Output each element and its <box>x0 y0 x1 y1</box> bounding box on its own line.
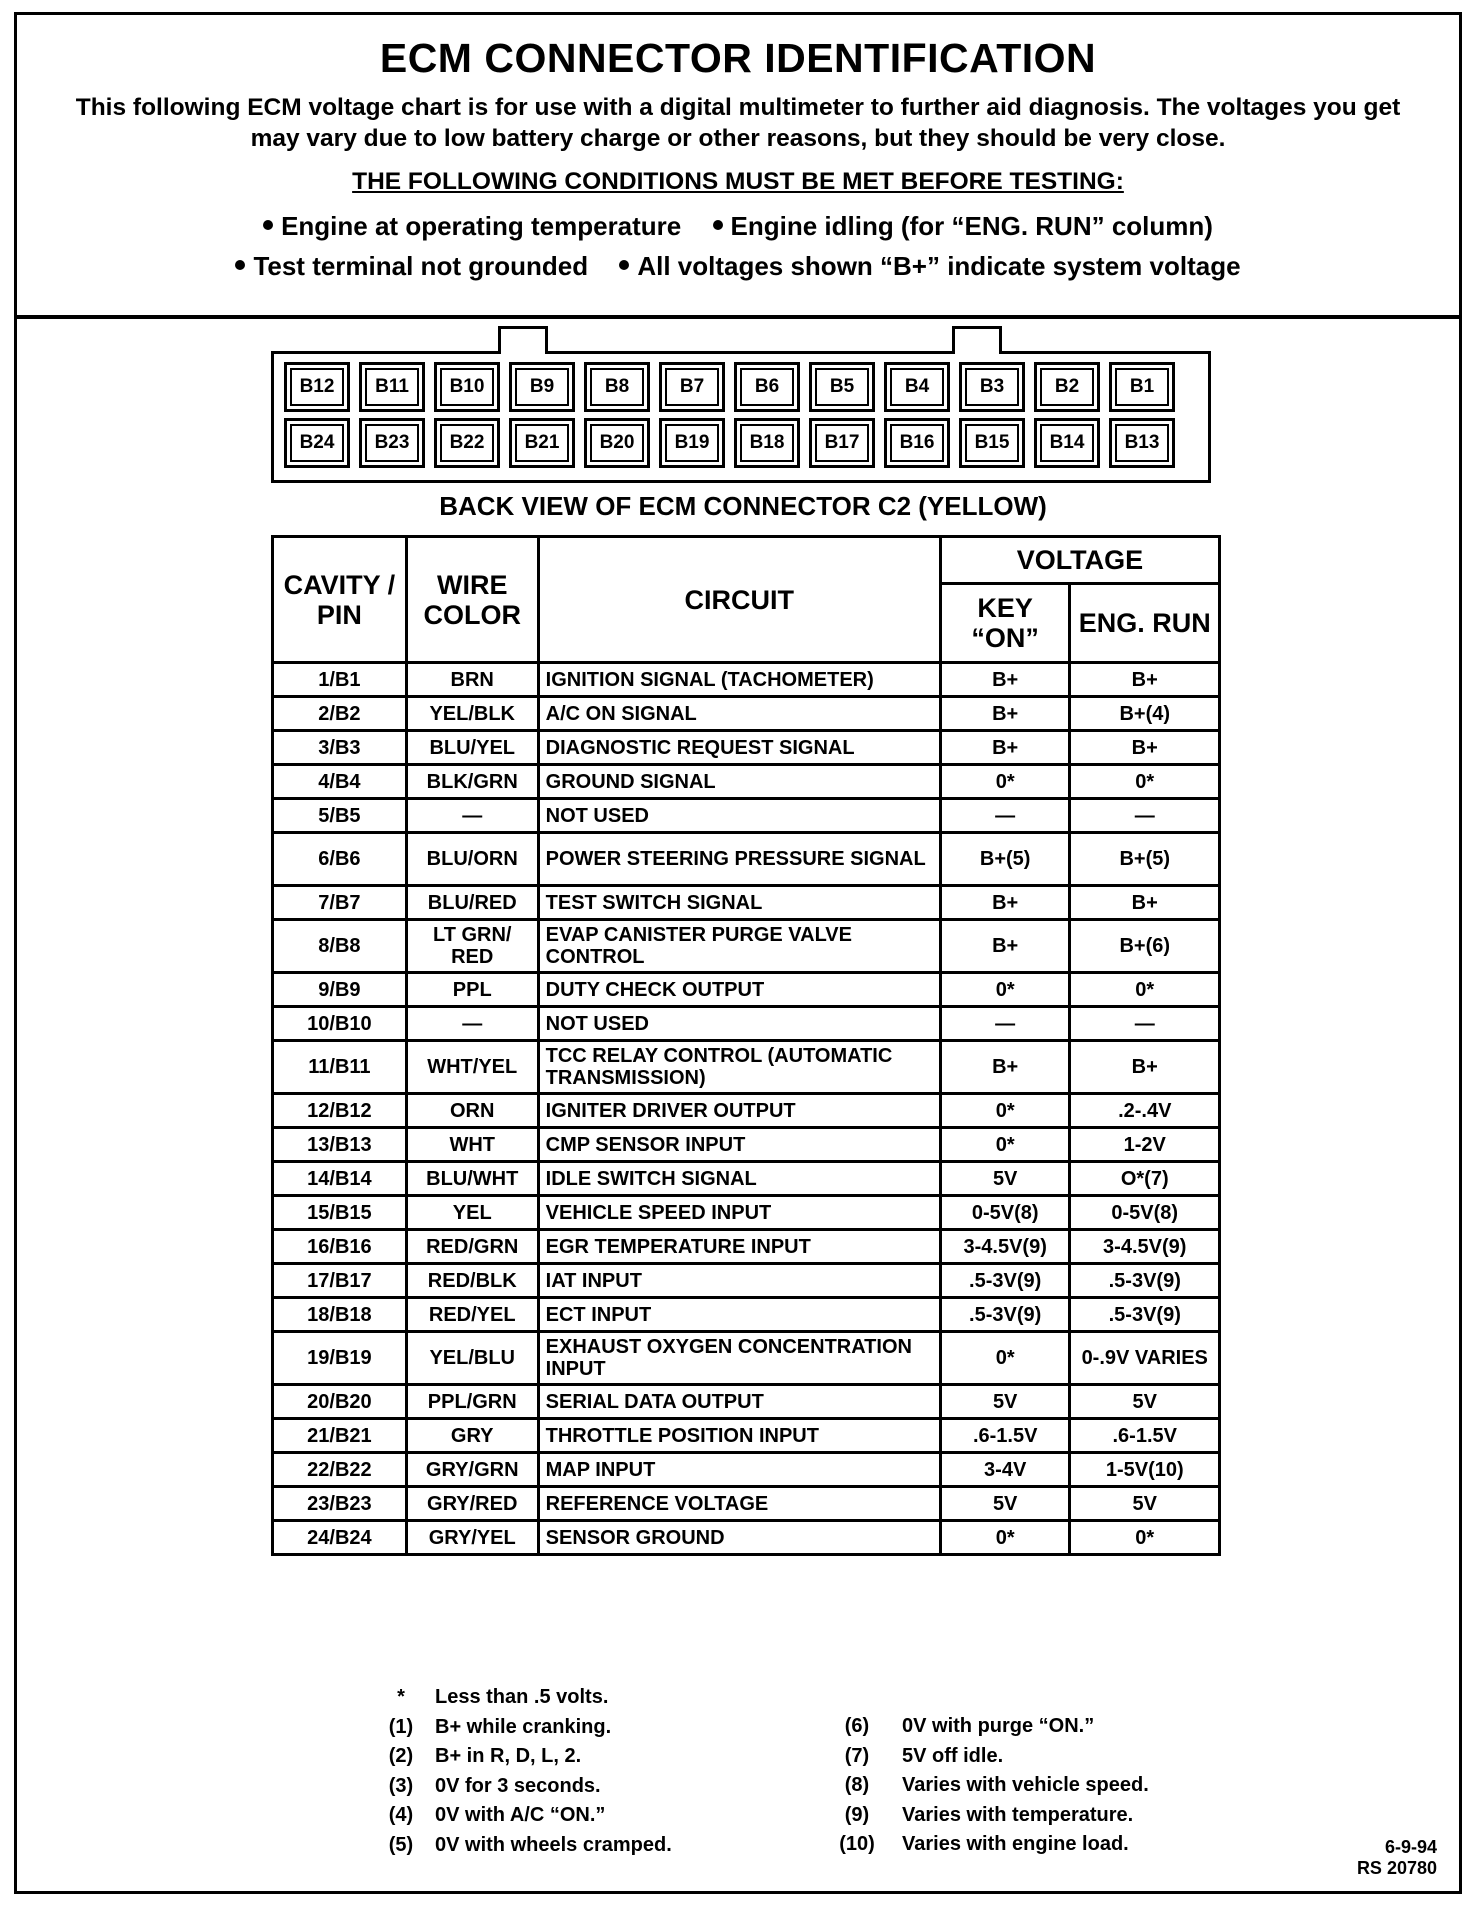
wire-color-cell: RED/GRN <box>406 1230 538 1264</box>
wire-color-cell: PPL/GRN <box>406 1385 538 1419</box>
circuit-cell: GROUND SIGNAL <box>538 765 940 799</box>
footnote-text: B+ while cranking. <box>435 1715 612 1738</box>
circuit-cell: IGNITION SIGNAL (TACHOMETER) <box>538 663 940 697</box>
key-on-cell: 0* <box>940 1332 1070 1385</box>
connector-pin: B7 <box>659 362 725 412</box>
connector-pin: B19 <box>659 418 725 468</box>
table-row <box>273 1487 1220 1521</box>
wire-color-cell: — <box>406 799 538 833</box>
eng-run-cell: 0-5V(8) <box>1070 1196 1220 1230</box>
key-on-cell: 0* <box>940 1094 1070 1128</box>
footnote-mark: (6) <box>844 1715 870 1737</box>
eng-run-cell: B+ <box>1070 886 1220 920</box>
footnote-text: Varies with vehicle speed. <box>902 1774 1149 1796</box>
condition-item: All voltages shown “B+” indicate system voltage <box>619 246 1240 286</box>
wire-color-cell: RED/YEL <box>406 1298 538 1332</box>
connector-pin: B3 <box>959 362 1025 412</box>
header-cavity: CAVITY / PIN <box>273 537 407 663</box>
eng-run-cell: — <box>1070 1007 1220 1041</box>
circuit-cell: IGNITER DRIVER OUTPUT <box>538 1094 940 1128</box>
document-id <box>1357 1837 1437 1879</box>
connector-key-tab <box>498 326 548 354</box>
cavity-cell: 4/B4 <box>273 765 407 799</box>
footnote <box>367 1772 672 1802</box>
footnote-text: Varies with engine load. <box>902 1833 1129 1855</box>
cavity-cell: 17/B17 <box>273 1264 407 1298</box>
connector-key-tab <box>952 326 1002 354</box>
circuit-cell: NOT USED <box>538 799 940 833</box>
circuit-cell: IDLE SWITCH SIGNAL <box>538 1162 940 1196</box>
connector-pin: B6 <box>734 362 800 412</box>
eng-run-cell: .5-3V(9) <box>1070 1264 1220 1298</box>
eng-run-cell: 1-2V <box>1070 1128 1220 1162</box>
wire-color-cell: — <box>406 1007 538 1041</box>
doc-date: 6-9-94 <box>1384 1837 1437 1857</box>
eng-run-cell: B+ <box>1070 1041 1220 1094</box>
table-row <box>273 1385 1220 1419</box>
footnote-text: 5V off idle. <box>902 1744 1004 1767</box>
footnote-text: 0V with A/C “ON.” <box>435 1804 606 1826</box>
eng-run-cell: B+(5) <box>1070 833 1220 886</box>
doc-code: RS 20780 <box>1356 1858 1437 1878</box>
table-row <box>273 697 1220 731</box>
connector-pin: B18 <box>734 418 800 468</box>
header-section <box>17 15 1459 319</box>
connector-pin: B9 <box>509 362 575 412</box>
key-on-cell: B+(5) <box>940 833 1070 886</box>
connector-diagram <box>271 351 1211 483</box>
connector-pin: B16 <box>884 418 950 468</box>
footnote-text: 0V with purge “ON.” <box>902 1715 1095 1737</box>
eng-run-cell: 0* <box>1070 765 1220 799</box>
table-row <box>273 920 1220 973</box>
table-row <box>273 1298 1220 1332</box>
pinout-table <box>271 535 1221 1556</box>
circuit-cell: ECT INPUT <box>538 1298 940 1332</box>
connector-pin: B1 <box>1109 362 1175 412</box>
table-row <box>273 1007 1220 1041</box>
cavity-cell: 19/B19 <box>273 1332 407 1385</box>
bullet-icon <box>619 260 629 270</box>
footnote <box>812 1742 1149 1772</box>
circuit-cell: DIAGNOSTIC REQUEST SIGNAL <box>538 731 940 765</box>
eng-run-cell: 0* <box>1070 973 1220 1007</box>
footnote-text: B+ in R, D, L, 2. <box>435 1745 582 1767</box>
footnotes-left <box>367 1683 672 1860</box>
connector-pin: B17 <box>809 418 875 468</box>
key-on-cell: B+ <box>940 663 1070 697</box>
key-on-cell: 5V <box>940 1487 1070 1521</box>
cavity-cell: 16/B16 <box>273 1230 407 1264</box>
table-row <box>273 1162 1220 1196</box>
table-row <box>273 1521 1220 1555</box>
connector-pin: B4 <box>884 362 950 412</box>
table-row <box>273 886 1220 920</box>
footnote-text: Less than .5 volts. <box>435 1686 609 1708</box>
conditions-heading: THE FOLLOWING CONDITIONS MUST BE MET BEFORE TESTING: <box>352 168 1124 195</box>
wire-color-cell: BLU/YEL <box>406 731 538 765</box>
key-on-cell: .5-3V(9) <box>940 1264 1070 1298</box>
connector-pins <box>284 362 1175 468</box>
cavity-cell: 14/B14 <box>273 1162 407 1196</box>
wire-color-cell: GRY <box>406 1419 538 1453</box>
connector-pin: B21 <box>509 418 575 468</box>
key-on-cell: .5-3V(9) <box>940 1298 1070 1332</box>
table-row <box>273 1128 1220 1162</box>
key-on-cell: 0-5V(8) <box>940 1196 1070 1230</box>
wire-color-cell: YEL/BLU <box>406 1332 538 1385</box>
key-on-cell: B+ <box>940 1041 1070 1094</box>
cavity-cell: 12/B12 <box>273 1094 407 1128</box>
connector-pin: B24 <box>284 418 350 468</box>
footnote-mark: (5) <box>388 1833 414 1856</box>
circuit-cell: SERIAL DATA OUTPUT <box>538 1385 940 1419</box>
connector-pin: B11 <box>359 362 425 412</box>
eng-run-cell: B+(6) <box>1070 920 1220 973</box>
wire-color-cell: BLU/WHT <box>406 1162 538 1196</box>
footnote <box>367 1831 672 1861</box>
circuit-cell: CMP SENSOR INPUT <box>538 1128 940 1162</box>
table-row <box>273 833 1220 886</box>
connector-pin: B13 <box>1109 418 1175 468</box>
wire-color-cell: BLU/ORN <box>406 833 538 886</box>
connector-pin: B5 <box>809 362 875 412</box>
connector-caption: BACK VIEW OF ECM CONNECTOR C2 (YELLOW) <box>439 491 1047 521</box>
table-row <box>273 1264 1220 1298</box>
table-row <box>273 1041 1220 1094</box>
key-on-cell: B+ <box>940 731 1070 765</box>
wire-color-cell: GRY/GRN <box>406 1453 538 1487</box>
cavity-cell: 1/B1 <box>273 663 407 697</box>
circuit-cell: POWER STEERING PRESSURE SIGNAL <box>538 833 940 886</box>
footnote <box>367 1683 672 1713</box>
cavity-cell: 5/B5 <box>273 799 407 833</box>
table-row <box>273 1230 1220 1264</box>
wire-color-cell: RED/BLK <box>406 1264 538 1298</box>
cavity-cell: 13/B13 <box>273 1128 407 1162</box>
footnote <box>367 1742 672 1772</box>
connector-pin: B12 <box>284 362 350 412</box>
key-on-cell: 3-4V <box>940 1453 1070 1487</box>
circuit-cell: TCC RELAY CONTROL (AUTOMATIC TRANSMISSION) <box>538 1041 940 1094</box>
cavity-cell: 21/B21 <box>273 1419 407 1453</box>
key-on-cell: 3-4.5V(9) <box>940 1230 1070 1264</box>
circuit-cell: EVAP CANISTER PURGE VALVE CONTROL <box>538 920 940 973</box>
header-eng-run: ENG. RUN <box>1070 584 1220 663</box>
footnote-mark: (7) <box>844 1744 870 1767</box>
cavity-cell: 18/B18 <box>273 1298 407 1332</box>
condition-item: Engine idling (for “ENG. RUN” column) <box>713 206 1213 246</box>
eng-run-cell: B+ <box>1070 663 1220 697</box>
eng-run-cell: .6-1.5V <box>1070 1419 1220 1453</box>
eng-run-cell: 5V <box>1070 1385 1220 1419</box>
table-row <box>273 1196 1220 1230</box>
footnote-text: 0V for 3 seconds. <box>435 1774 601 1797</box>
key-on-cell: 0* <box>940 765 1070 799</box>
key-on-cell: 0* <box>940 973 1070 1007</box>
header-voltage: VOLTAGE <box>940 537 1219 584</box>
cavity-cell: 15/B15 <box>273 1196 407 1230</box>
footnote <box>812 1712 1149 1742</box>
cavity-cell: 9/B9 <box>273 973 407 1007</box>
table-row <box>273 765 1220 799</box>
key-on-cell: B+ <box>940 697 1070 731</box>
footnote <box>367 1801 672 1831</box>
footnote <box>812 1771 1149 1801</box>
circuit-cell: THROTTLE POSITION INPUT <box>538 1419 940 1453</box>
connector-pin: B2 <box>1034 362 1100 412</box>
circuit-cell: EXHAUST OXYGEN CONCENTRATION INPUT <box>538 1332 940 1385</box>
header-key-on: KEY “ON” <box>940 584 1070 663</box>
conditions-list <box>17 206 1459 286</box>
footnote-mark: (3) <box>388 1774 414 1797</box>
footnote-mark: (9) <box>844 1803 870 1826</box>
cavity-cell: 2/B2 <box>273 697 407 731</box>
cavity-cell: 23/B23 <box>273 1487 407 1521</box>
footnotes-right <box>812 1712 1149 1860</box>
eng-run-cell: 5V <box>1070 1487 1220 1521</box>
wire-color-cell: BRN <box>406 663 538 697</box>
key-on-cell: 0* <box>940 1521 1070 1555</box>
connector-pin: B14 <box>1034 418 1100 468</box>
footnote <box>812 1830 1149 1860</box>
connector-pin: B8 <box>584 362 650 412</box>
connector-pin: B22 <box>434 418 500 468</box>
key-on-cell: 5V <box>940 1385 1070 1419</box>
wire-color-cell: BLU/RED <box>406 886 538 920</box>
circuit-cell: MAP INPUT <box>538 1453 940 1487</box>
table-row <box>273 973 1220 1007</box>
wire-color-cell: GRY/RED <box>406 1487 538 1521</box>
eng-run-cell: 3-4.5V(9) <box>1070 1230 1220 1264</box>
eng-run-cell: 1-5V(10) <box>1070 1453 1220 1487</box>
eng-run-cell: .5-3V(9) <box>1070 1298 1220 1332</box>
connector-pin: B10 <box>434 362 500 412</box>
circuit-cell: REFERENCE VOLTAGE <box>538 1487 940 1521</box>
condition-item: Test terminal not grounded <box>235 246 588 286</box>
circuit-cell: VEHICLE SPEED INPUT <box>538 1196 940 1230</box>
connector-pin: B20 <box>584 418 650 468</box>
key-on-cell: — <box>940 1007 1070 1041</box>
eng-run-cell: B+(4) <box>1070 697 1220 731</box>
footnote-text: 0V with wheels cramped. <box>435 1833 672 1856</box>
circuit-cell: EGR TEMPERATURE INPUT <box>538 1230 940 1264</box>
wire-color-cell: WHT/YEL <box>406 1041 538 1094</box>
footnote-mark: * <box>397 1686 405 1708</box>
eng-run-cell: — <box>1070 799 1220 833</box>
eng-run-cell: 0* <box>1070 1521 1220 1555</box>
key-on-cell: 0* <box>940 1128 1070 1162</box>
header-wire-color: WIRE COLOR <box>406 537 538 663</box>
table-row <box>273 1332 1220 1385</box>
circuit-cell: IAT INPUT <box>538 1264 940 1298</box>
intro-text: This following ECM voltage chart is for use with a digital multimeter to further aid diagnosis. The voltages you get may vary due to low battery charge or other reasons, but they should be very close. <box>75 94 1401 152</box>
eng-run-cell: O*(7) <box>1070 1162 1220 1196</box>
eng-run-cell: .2-.4V <box>1070 1094 1220 1128</box>
page-title: ECM CONNECTOR IDENTIFICATION <box>379 35 1097 81</box>
circuit-cell: A/C ON SIGNAL <box>538 697 940 731</box>
table-row <box>273 1094 1220 1128</box>
footnote-text: Varies with temperature. <box>902 1803 1134 1826</box>
key-on-cell: B+ <box>940 920 1070 973</box>
bullet-icon <box>713 220 723 230</box>
table-row <box>273 799 1220 833</box>
wire-color-cell: YEL/BLK <box>406 697 538 731</box>
pinout-rows <box>273 663 1220 1555</box>
cavity-cell: 6/B6 <box>273 833 407 886</box>
table-row <box>273 1419 1220 1453</box>
wire-color-cell: LT GRN/ RED <box>406 920 538 973</box>
cavity-cell: 11/B11 <box>273 1041 407 1094</box>
cavity-cell: 3/B3 <box>273 731 407 765</box>
condition-item: Engine at operating temperature <box>263 206 681 246</box>
wire-color-cell: YEL <box>406 1196 538 1230</box>
footnote <box>812 1801 1149 1831</box>
key-on-cell: 5V <box>940 1162 1070 1196</box>
key-on-cell: — <box>940 799 1070 833</box>
table-row <box>273 731 1220 765</box>
connector-pin: B15 <box>959 418 1025 468</box>
circuit-cell: TEST SWITCH SIGNAL <box>538 886 940 920</box>
table-row <box>273 1453 1220 1487</box>
key-on-cell: .6-1.5V <box>940 1419 1070 1453</box>
connector-pin: B23 <box>359 418 425 468</box>
footnote <box>367 1713 672 1743</box>
bullet-icon <box>235 260 245 270</box>
circuit-cell: NOT USED <box>538 1007 940 1041</box>
cavity-cell: 22/B22 <box>273 1453 407 1487</box>
table-row <box>273 663 1220 697</box>
wire-color-cell: PPL <box>406 973 538 1007</box>
bullet-icon <box>263 220 273 230</box>
eng-run-cell: B+ <box>1070 731 1220 765</box>
wire-color-cell: BLK/GRN <box>406 765 538 799</box>
footnote-mark: (4) <box>388 1804 414 1826</box>
cavity-cell: 8/B8 <box>273 920 407 973</box>
footnote-mark: (2) <box>388 1745 414 1767</box>
cavity-cell: 20/B20 <box>273 1385 407 1419</box>
key-on-cell: B+ <box>940 886 1070 920</box>
footnote-mark: (8) <box>844 1774 870 1796</box>
cavity-cell: 24/B24 <box>273 1521 407 1555</box>
eng-run-cell: 0-.9V VARIES <box>1070 1332 1220 1385</box>
wire-color-cell: GRY/YEL <box>406 1521 538 1555</box>
cavity-cell: 7/B7 <box>273 886 407 920</box>
footnote-mark: (10) <box>839 1833 875 1855</box>
circuit-cell: DUTY CHECK OUTPUT <box>538 973 940 1007</box>
cavity-cell: 10/B10 <box>273 1007 407 1041</box>
page-frame <box>14 12 1462 1894</box>
header-circuit: CIRCUIT <box>538 537 940 663</box>
circuit-cell: SENSOR GROUND <box>538 1521 940 1555</box>
wire-color-cell: ORN <box>406 1094 538 1128</box>
footnote-mark: (1) <box>388 1715 414 1738</box>
wire-color-cell: WHT <box>406 1128 538 1162</box>
